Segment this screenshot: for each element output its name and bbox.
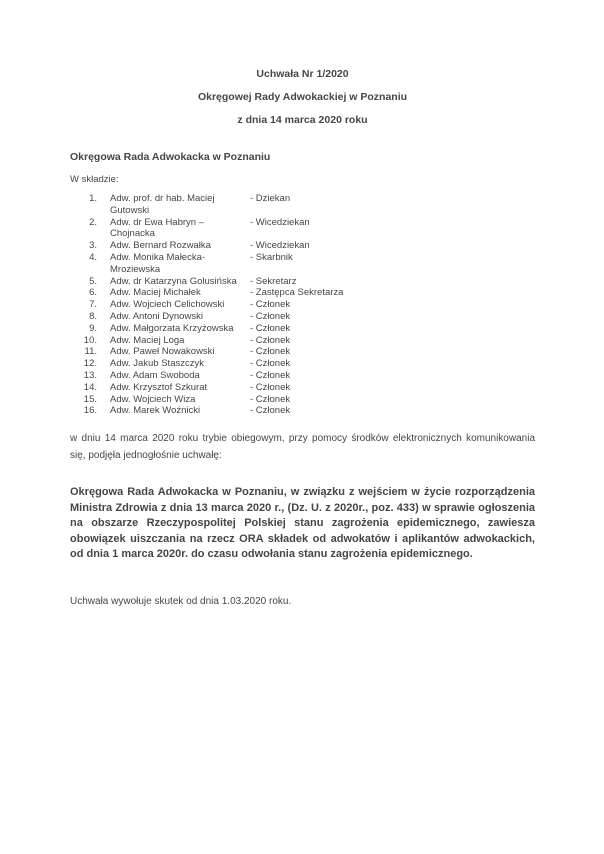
section-heading-council: Okręgowa Rada Adwokacka w Poznaniu bbox=[70, 151, 271, 163]
member-name: Adw. Monika Małecka-Mroziewska bbox=[110, 251, 206, 275]
member-name: Adw. Krzysztof Szkurat bbox=[110, 381, 208, 393]
issuing-council-name: Okręgowej Rady Adwokackiej w Poznaniu bbox=[197, 91, 408, 103]
composition-label: W składzie: bbox=[70, 174, 119, 185]
member-row bbox=[70, 358, 535, 370]
member-row bbox=[70, 217, 535, 241]
member-role: - Członek bbox=[250, 334, 291, 346]
member-name: Adw. Antoni Dynowski bbox=[110, 310, 203, 322]
member-name: Adw. Adam Swoboda bbox=[110, 369, 200, 381]
member-row bbox=[70, 193, 535, 217]
member-role: - Członek bbox=[250, 381, 291, 393]
member-name: Adw. Maciej Loga bbox=[110, 334, 185, 346]
member-number: 13. bbox=[83, 369, 97, 381]
member-number: 16. bbox=[83, 405, 97, 417]
member-row bbox=[70, 346, 535, 358]
member-number: 9. bbox=[89, 322, 97, 334]
member-row bbox=[70, 299, 535, 311]
member-row bbox=[70, 382, 535, 394]
member-row bbox=[70, 252, 535, 276]
member-name: Adw. Marek Woźnicki bbox=[110, 405, 201, 417]
member-role: - Członek bbox=[250, 310, 291, 322]
member-number: 5. bbox=[89, 275, 97, 287]
member-number: 7. bbox=[89, 299, 97, 311]
member-role: - Członek bbox=[250, 322, 291, 334]
member-number: 4. bbox=[89, 251, 97, 263]
member-name: Adw. Małgorzata Krzyżowska bbox=[110, 322, 234, 334]
resolution-date: z dnia 14 marca 2020 roku bbox=[237, 114, 368, 126]
member-role: - Członek bbox=[250, 405, 291, 417]
member-role: - Zastępca Sekretarza bbox=[250, 287, 344, 299]
member-row bbox=[70, 335, 535, 347]
member-row bbox=[70, 240, 535, 252]
member-number: 6. bbox=[89, 287, 97, 299]
member-number: 8. bbox=[89, 310, 97, 322]
member-role: - Członek bbox=[250, 346, 291, 358]
member-role: - Członek bbox=[250, 358, 291, 370]
member-number: 10. bbox=[83, 334, 97, 346]
intro-paragraph: w dniu 14 marca 2020 roku trybie obiegowym, przy pomocy środków elektronicznych komunikowania się, podjęła jednogłośnie uchwałę: bbox=[70, 433, 535, 462]
member-number: 2. bbox=[89, 216, 97, 228]
member-role: - Sekretarz bbox=[250, 275, 297, 287]
members-list bbox=[70, 193, 535, 417]
member-number: 11. bbox=[84, 346, 97, 358]
member-role: - Członek bbox=[250, 393, 291, 405]
member-number: 1. bbox=[89, 193, 97, 204]
member-number: 12. bbox=[83, 358, 97, 370]
effect-date-line: Uchwała wywołuje skutek od dnia 1.03.2020 roku. bbox=[70, 595, 292, 607]
member-name: Adw. Bernard Rozwałka bbox=[110, 240, 211, 252]
resolution-paragraph: Okręgowa Rada Adwokacka w Poznaniu, w związku z wejściem w życie rozporządzenia Ministra Zdrowia z dnia 13 marca 2020 r., (Dz. U. z 2020r., poz. 433) w sprawie ogłoszenia na obszarze Rzeczypospolitej Polskiej stanu zagrożenia epidemicznego, zawiesza obowiązek uiszczania na rzecz ORA składek od adwokatów i aplikantów adwokackich, od dnia 1 marca 2020r. do czasu odwołania stanu zagrożenia epidemicznego. bbox=[70, 486, 535, 561]
member-name: Adw. Wojciech Celichowski bbox=[110, 299, 225, 311]
member-role: - Członek bbox=[250, 299, 291, 311]
member-row bbox=[70, 323, 535, 335]
member-role: - Członek bbox=[250, 369, 291, 381]
member-row bbox=[70, 405, 535, 417]
member-role: - Wicedziekan bbox=[250, 216, 310, 228]
title-block bbox=[70, 68, 535, 126]
member-row bbox=[70, 370, 535, 382]
member-name: Adw. Paweł Nowakowski bbox=[110, 346, 215, 358]
member-name: Adw. Jakub Staszczyk bbox=[110, 358, 204, 370]
member-number: 14. bbox=[83, 381, 97, 393]
member-name: Adw. dr Ewa Habryn – Chojnacka bbox=[110, 216, 204, 240]
member-role: - Skarbnik bbox=[250, 251, 293, 263]
member-row bbox=[70, 276, 535, 288]
member-name: Adw. Maciej Michałek bbox=[110, 287, 201, 299]
member-row bbox=[70, 311, 535, 323]
member-row bbox=[70, 287, 535, 299]
member-number: 3. bbox=[89, 240, 97, 252]
member-number: 15. bbox=[83, 393, 97, 405]
member-role: - Dziekan bbox=[250, 193, 291, 204]
member-name: Adw. dr Katarzyna Golusińska bbox=[110, 275, 237, 287]
member-name: Adw. prof. dr hab. Maciej Gutowski bbox=[110, 193, 215, 216]
member-role: - Wicedziekan bbox=[250, 240, 310, 252]
member-row bbox=[70, 394, 535, 406]
resolution-number: Uchwała Nr 1/2020 bbox=[256, 68, 349, 80]
member-name: Adw. Wojciech Wiza bbox=[110, 393, 196, 405]
